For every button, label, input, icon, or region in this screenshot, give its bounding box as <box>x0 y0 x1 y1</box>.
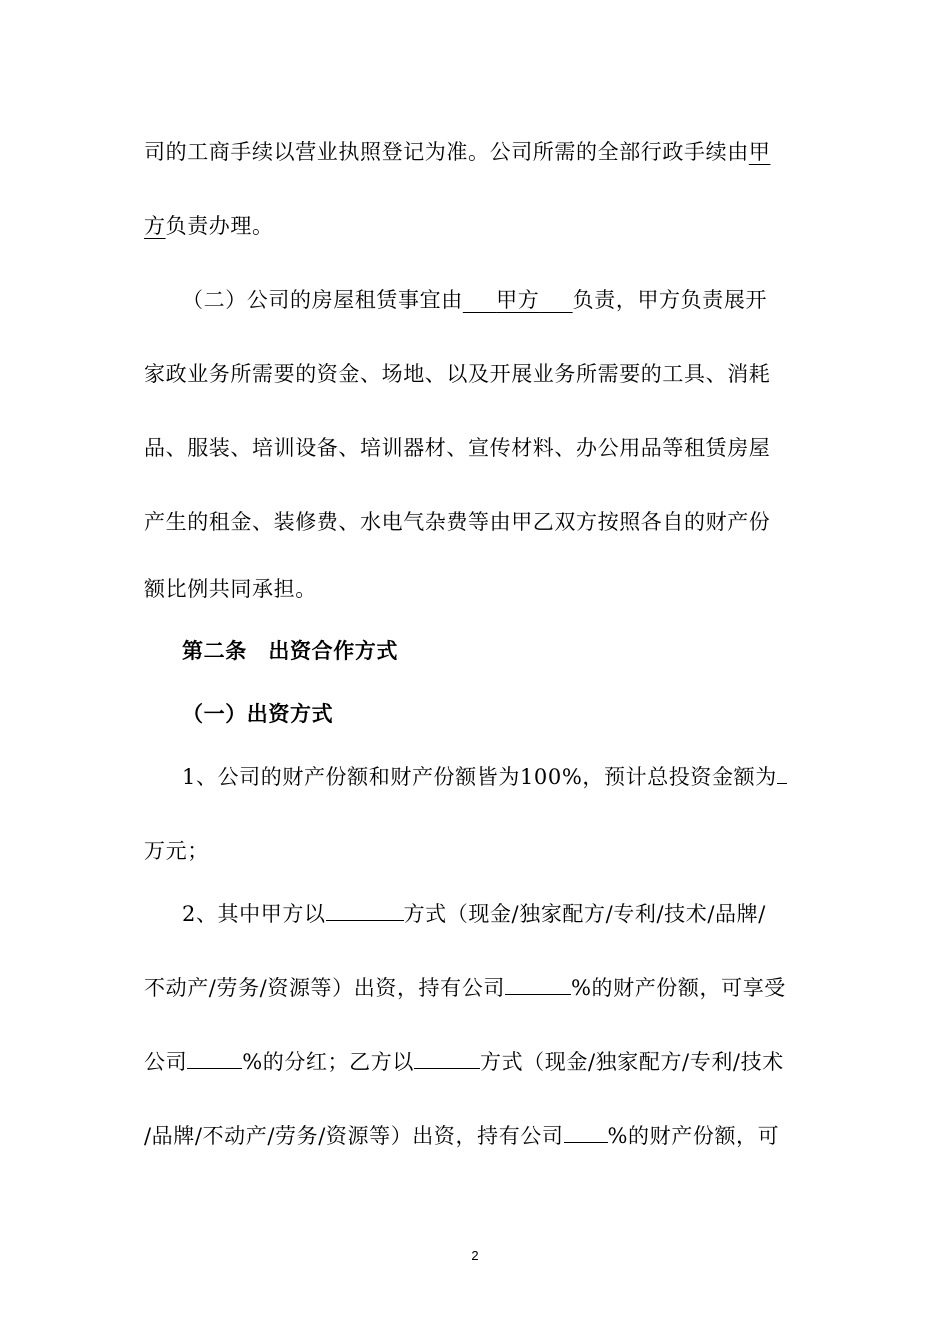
paragraph-1-line-1 <box>144 138 770 166</box>
paragraph-2-suffix: 负责，甲方负责展开 <box>572 288 768 312</box>
paragraph-1-line-2-text: 负责办理。 <box>165 214 274 238</box>
paragraph-2-line-1 <box>182 286 767 314</box>
paragraph-1-line-1-text: 司的工商手续以营业执照登记为准。公司所需的全部行政手续由 <box>144 140 749 164</box>
item-2-party-a-share-blank <box>505 974 571 995</box>
item-2-party-b-share-blank <box>564 1122 608 1143</box>
item-2-line-3-c: 方式（现金/独家配方/专利/技术 <box>479 1050 784 1074</box>
paragraph-2-fill-value: 甲方 <box>496 288 540 312</box>
item-2-line-3-b: %的分红；乙方以 <box>242 1050 414 1074</box>
page-number: 2 <box>471 1248 479 1263</box>
item-2-line-2-b: %的财产份额，可享受 <box>570 976 786 1000</box>
item-2-line-2-a: 不动产/劳务/资源等）出资，持有公司 <box>144 976 505 1000</box>
item-2-line-1-a: 2、其中甲方以 <box>182 902 326 926</box>
paragraph-2-fill-blank <box>463 288 573 312</box>
article-2-subheading: （一）出资方式 <box>182 701 334 726</box>
paragraph-2-line-5: 额比例共同承担。 <box>144 577 317 601</box>
item-2-line-3-a: 公司 <box>144 1050 188 1074</box>
paragraph-2-line-2: 家政业务所需要的资金、场地、以及开展业务所需要的工具、消耗 <box>144 362 771 386</box>
item-2-line-4 <box>144 1122 779 1150</box>
item-1-amount-blank <box>777 763 787 784</box>
item-1-line-1 <box>182 763 787 791</box>
paragraph-2-prefix: （二）公司的房屋租赁事宜由 <box>182 288 463 312</box>
item-1-line-1-text: 1、公司的财产份额和财产份额皆为100%，预计总投资金额为 <box>182 765 777 789</box>
item-1-line-2: 万元； <box>144 839 209 863</box>
item-2-line-2 <box>144 974 786 1002</box>
paragraph-2-line-4: 产生的租金、装修费、水电气杂费等由甲乙双方按照各自的财产份 <box>144 510 771 534</box>
item-2-line-4-b: %的财产份额，可 <box>607 1124 780 1148</box>
paragraph-2-line-3: 品、服装、培训设备、培训器材、宣传材料、办公用品等租赁房屋 <box>144 436 771 460</box>
item-2-party-a-method-blank <box>326 900 404 921</box>
item-2-line-4-a: /品牌/不动产/劳务/资源等）出资，持有公司 <box>144 1124 564 1148</box>
item-2-line-1-b: 方式（现金/独家配方/专利/技术/品牌/ <box>403 902 766 926</box>
paragraph-1-underlined-text: 甲 <box>748 140 771 164</box>
item-2-party-a-dividend-blank <box>187 1048 242 1069</box>
article-2-heading: 第二条 出资合作方式 <box>182 638 398 663</box>
paragraph-1-line-2 <box>144 212 274 240</box>
item-2-line-3 <box>144 1048 784 1076</box>
item-2-party-b-method-blank <box>414 1048 480 1069</box>
paragraph-1-underlined-text-2: 方 <box>144 214 166 238</box>
item-2-line-1 <box>182 900 766 928</box>
